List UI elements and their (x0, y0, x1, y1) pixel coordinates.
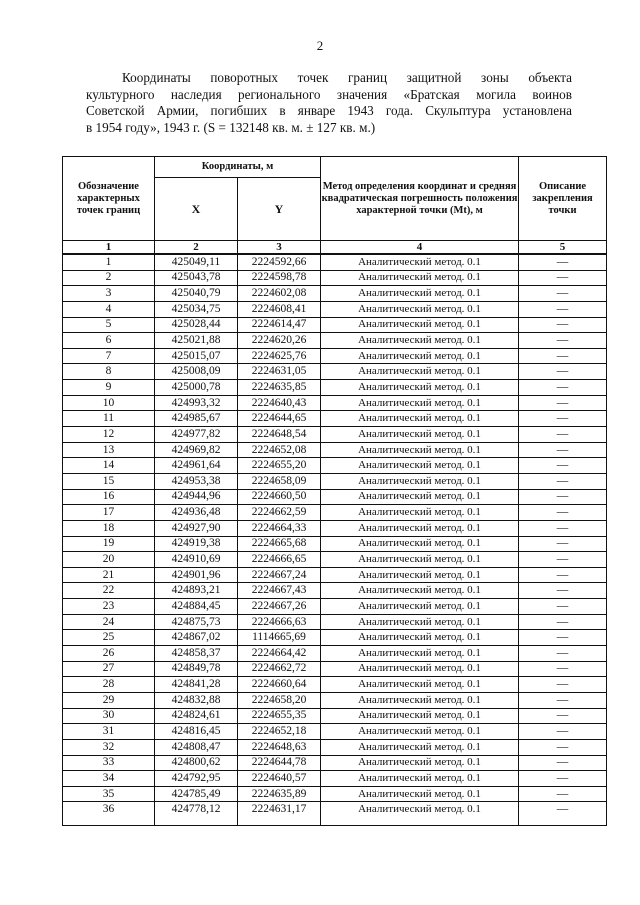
point-number-cell: 8 (63, 364, 155, 380)
table-row (63, 317, 607, 333)
table-row (63, 505, 607, 521)
table-row (63, 630, 607, 646)
point-number-cell: 22 (63, 583, 155, 599)
x-coordinate-cell: 424961,64 (155, 458, 238, 474)
point-number-cell: 25 (63, 630, 155, 646)
heading-line-2: культурного наследия регионального значения «Братская могила воинов (86, 86, 572, 102)
description-cell: — (519, 802, 607, 826)
method-cell: Аналитический метод. 0.1 (321, 442, 519, 458)
y-coordinate-cell: 2224658,20 (238, 692, 321, 708)
description-cell: — (519, 380, 607, 396)
table-row (63, 661, 607, 677)
y-coordinate-cell: 2224666,65 (238, 552, 321, 568)
y-coordinate-cell: 2224608,41 (238, 301, 321, 317)
x-coordinate-cell: 424849,78 (155, 661, 238, 677)
point-number-cell: 15 (63, 473, 155, 489)
x-coordinate-cell: 424977,82 (155, 427, 238, 443)
table-row (63, 520, 607, 536)
heading-line-1: Координаты поворотных точек границ защитной зоны объекта (122, 70, 572, 85)
point-number-cell: 6 (63, 333, 155, 349)
point-number-cell: 27 (63, 661, 155, 677)
method-cell: Аналитический метод. 0.1 (321, 567, 519, 583)
method-cell: Аналитический метод. 0.1 (321, 254, 519, 270)
x-coordinate-cell: 424832,88 (155, 692, 238, 708)
method-cell: Аналитический метод. 0.1 (321, 301, 519, 317)
table-row (63, 802, 607, 826)
x-coordinate-cell: 424867,02 (155, 630, 238, 646)
point-number-cell: 17 (63, 505, 155, 521)
method-cell: Аналитический метод. 0.1 (321, 333, 519, 349)
table-row (63, 552, 607, 568)
y-coordinate-cell: 2224635,85 (238, 380, 321, 396)
x-coordinate-cell: 425008,09 (155, 364, 238, 380)
x-coordinate-cell: 424893,21 (155, 583, 238, 599)
x-coordinate-cell: 425028,44 (155, 317, 238, 333)
table-row (63, 614, 607, 630)
y-coordinate-cell: 2224665,68 (238, 536, 321, 552)
table-row (63, 333, 607, 349)
point-number-cell: 1 (63, 254, 155, 270)
method-cell: Аналитический метод. 0.1 (321, 395, 519, 411)
method-cell: Аналитический метод. 0.1 (321, 270, 519, 286)
y-coordinate-cell: 2224667,43 (238, 583, 321, 599)
page-number: 2 (316, 38, 324, 53)
point-number-cell: 19 (63, 536, 155, 552)
y-coordinate-cell: 2224631,17 (238, 802, 321, 826)
description-cell: — (519, 427, 607, 443)
table-row (63, 724, 607, 740)
point-number-cell: 26 (63, 646, 155, 662)
point-number-cell: 33 (63, 755, 155, 771)
method-cell: Аналитический метод. 0.1 (321, 614, 519, 630)
table-row (63, 364, 607, 380)
point-number-cell: 4 (63, 301, 155, 317)
x-coordinate-cell: 424944,96 (155, 489, 238, 505)
y-coordinate-cell: 2224640,43 (238, 395, 321, 411)
table-row (63, 536, 607, 552)
description-cell: — (519, 567, 607, 583)
description-cell: — (519, 552, 607, 568)
point-number-cell: 14 (63, 458, 155, 474)
y-coordinate-cell: 2224655,35 (238, 708, 321, 724)
method-cell: Аналитический метод. 0.1 (321, 489, 519, 505)
y-coordinate-cell: 1114665,69 (238, 630, 321, 646)
method-cell: Аналитический метод. 0.1 (321, 411, 519, 427)
y-coordinate-cell: 2224664,33 (238, 520, 321, 536)
x-coordinate-cell: 425040,79 (155, 286, 238, 302)
description-cell: — (519, 646, 607, 662)
method-cell: Аналитический метод. 0.1 (321, 458, 519, 474)
point-number-cell: 13 (63, 442, 155, 458)
method-cell: Аналитический метод. 0.1 (321, 708, 519, 724)
method-cell: Аналитический метод. 0.1 (321, 427, 519, 443)
table-row (63, 301, 607, 317)
x-coordinate-cell: 424816,45 (155, 724, 238, 740)
column-number: 4 (321, 241, 519, 255)
point-number-cell: 23 (63, 599, 155, 615)
description-cell: — (519, 395, 607, 411)
table-row (63, 708, 607, 724)
table-row (63, 755, 607, 771)
method-cell: Аналитический метод. 0.1 (321, 536, 519, 552)
method-cell: Аналитический метод. 0.1 (321, 380, 519, 396)
table-row (63, 411, 607, 427)
method-cell: Аналитический метод. 0.1 (321, 364, 519, 380)
x-coordinate-cell: 424884,45 (155, 599, 238, 615)
x-coordinate-cell: 424969,82 (155, 442, 238, 458)
table-row (63, 567, 607, 583)
method-cell: Аналитический метод. 0.1 (321, 677, 519, 693)
table-body (63, 254, 607, 826)
y-coordinate-cell: 2224602,08 (238, 286, 321, 302)
y-coordinate-cell: 2224635,89 (238, 786, 321, 802)
point-number-cell: 5 (63, 317, 155, 333)
point-number-cell: 3 (63, 286, 155, 302)
method-cell: Аналитический метод. 0.1 (321, 552, 519, 568)
y-coordinate-cell: 2224640,57 (238, 771, 321, 787)
point-number-cell: 11 (63, 411, 155, 427)
table-row (63, 739, 607, 755)
y-coordinate-cell: 2224667,24 (238, 567, 321, 583)
table-row (63, 583, 607, 599)
header-y: Y (238, 178, 321, 241)
table-row (63, 270, 607, 286)
description-cell: — (519, 317, 607, 333)
description-cell: — (519, 786, 607, 802)
y-coordinate-cell: 2224620,26 (238, 333, 321, 349)
x-coordinate-cell: 424800,62 (155, 755, 238, 771)
x-coordinate-cell: 424792,95 (155, 771, 238, 787)
method-cell: Аналитический метод. 0.1 (321, 802, 519, 826)
y-coordinate-cell: 2224664,42 (238, 646, 321, 662)
method-cell: Аналитический метод. 0.1 (321, 724, 519, 740)
point-number-cell: 12 (63, 427, 155, 443)
description-cell: — (519, 739, 607, 755)
method-cell: Аналитический метод. 0.1 (321, 505, 519, 521)
y-coordinate-cell: 2224660,50 (238, 489, 321, 505)
method-cell: Аналитический метод. 0.1 (321, 286, 519, 302)
description-cell: — (519, 536, 607, 552)
coordinates-table (62, 156, 607, 826)
x-coordinate-cell: 424936,48 (155, 505, 238, 521)
table-row (63, 599, 607, 615)
y-coordinate-cell: 2224662,72 (238, 661, 321, 677)
x-coordinate-cell: 424953,38 (155, 473, 238, 489)
description-cell: — (519, 708, 607, 724)
column-number-row (63, 241, 607, 255)
x-coordinate-cell: 424785,49 (155, 786, 238, 802)
x-coordinate-cell: 425049,11 (155, 254, 238, 270)
x-coordinate-cell: 424985,67 (155, 411, 238, 427)
header-coordinates: Координаты, м (155, 157, 321, 178)
point-number-cell: 21 (63, 567, 155, 583)
y-coordinate-cell: 2224648,63 (238, 739, 321, 755)
header-designation: Обозначение характерных точек границ (63, 157, 155, 241)
point-number-cell: 35 (63, 786, 155, 802)
point-number-cell: 2 (63, 270, 155, 286)
x-coordinate-cell: 425034,75 (155, 301, 238, 317)
x-coordinate-cell: 425043,78 (155, 270, 238, 286)
header-x: X (155, 178, 238, 241)
table-row (63, 380, 607, 396)
y-coordinate-cell: 2224666,63 (238, 614, 321, 630)
y-coordinate-cell: 2224644,78 (238, 755, 321, 771)
table-row (63, 348, 607, 364)
y-coordinate-cell: 2224625,76 (238, 348, 321, 364)
point-number-cell: 7 (63, 348, 155, 364)
point-number-cell: 10 (63, 395, 155, 411)
header-method: Метод определения координат и средняя квадратическая погрешность положения характерной точки (Mt), м (321, 157, 519, 241)
x-coordinate-cell: 425021,88 (155, 333, 238, 349)
point-number-cell: 28 (63, 677, 155, 693)
description-cell: — (519, 458, 607, 474)
description-cell: — (519, 333, 607, 349)
point-number-cell: 36 (63, 802, 155, 826)
table-row (63, 458, 607, 474)
table-row (63, 677, 607, 693)
y-coordinate-cell: 2224598,78 (238, 270, 321, 286)
y-coordinate-cell: 2224652,08 (238, 442, 321, 458)
table-row (63, 442, 607, 458)
table-row (63, 786, 607, 802)
y-coordinate-cell: 2224655,20 (238, 458, 321, 474)
description-cell: — (519, 661, 607, 677)
method-cell: Аналитический метод. 0.1 (321, 348, 519, 364)
table-row (63, 771, 607, 787)
point-number-cell: 29 (63, 692, 155, 708)
table-row (63, 427, 607, 443)
x-coordinate-cell: 425000,78 (155, 380, 238, 396)
x-coordinate-cell: 424927,90 (155, 520, 238, 536)
method-cell: Аналитический метод. 0.1 (321, 473, 519, 489)
table-row (63, 692, 607, 708)
point-number-cell: 34 (63, 771, 155, 787)
description-cell: — (519, 301, 607, 317)
table-row (63, 254, 607, 270)
method-cell: Аналитический метод. 0.1 (321, 646, 519, 662)
x-coordinate-cell: 424824,61 (155, 708, 238, 724)
description-cell: — (519, 755, 607, 771)
description-cell: — (519, 473, 607, 489)
description-cell: — (519, 771, 607, 787)
y-coordinate-cell: 2224648,54 (238, 427, 321, 443)
x-coordinate-cell: 424778,12 (155, 802, 238, 826)
description-cell: — (519, 286, 607, 302)
table-row (63, 489, 607, 505)
description-cell: — (519, 270, 607, 286)
description-cell: — (519, 583, 607, 599)
heading-line-3: Советской Армии, погибших в январе 1943 года. Скульптура установлена (86, 103, 572, 118)
description-cell: — (519, 724, 607, 740)
description-cell: — (519, 489, 607, 505)
x-coordinate-cell: 424910,69 (155, 552, 238, 568)
y-coordinate-cell: 2224660,64 (238, 677, 321, 693)
point-number-cell: 16 (63, 489, 155, 505)
method-cell: Аналитический метод. 0.1 (321, 786, 519, 802)
y-coordinate-cell: 2224667,26 (238, 599, 321, 615)
y-coordinate-cell: 2224658,09 (238, 473, 321, 489)
description-cell: — (519, 630, 607, 646)
description-cell: — (519, 254, 607, 270)
column-number: 3 (238, 241, 321, 255)
method-cell: Аналитический метод. 0.1 (321, 317, 519, 333)
point-number-cell: 24 (63, 614, 155, 630)
column-number: 1 (63, 241, 155, 255)
description-cell: — (519, 692, 607, 708)
x-coordinate-cell: 425015,07 (155, 348, 238, 364)
method-cell: Аналитический метод. 0.1 (321, 661, 519, 677)
method-cell: Аналитический метод. 0.1 (321, 692, 519, 708)
method-cell: Аналитический метод. 0.1 (321, 520, 519, 536)
header-description: Описание закрепления точки (519, 157, 607, 241)
point-number-cell: 31 (63, 724, 155, 740)
y-coordinate-cell: 2224644,65 (238, 411, 321, 427)
table-row (63, 395, 607, 411)
y-coordinate-cell: 2224662,59 (238, 505, 321, 521)
description-cell: — (519, 364, 607, 380)
description-cell: — (519, 505, 607, 521)
method-cell: Аналитический метод. 0.1 (321, 755, 519, 771)
x-coordinate-cell: 424875,73 (155, 614, 238, 630)
description-cell: — (519, 614, 607, 630)
method-cell: Аналитический метод. 0.1 (321, 583, 519, 599)
y-coordinate-cell: 2224614,47 (238, 317, 321, 333)
x-coordinate-cell: 424841,28 (155, 677, 238, 693)
description-cell: — (519, 599, 607, 615)
point-number-cell: 30 (63, 708, 155, 724)
point-number-cell: 20 (63, 552, 155, 568)
point-number-cell: 9 (63, 380, 155, 396)
table-row (63, 473, 607, 489)
description-cell: — (519, 348, 607, 364)
description-cell: — (519, 411, 607, 427)
description-cell: — (519, 677, 607, 693)
y-coordinate-cell: 2224631,05 (238, 364, 321, 380)
method-cell: Аналитический метод. 0.1 (321, 630, 519, 646)
method-cell: Аналитический метод. 0.1 (321, 739, 519, 755)
point-number-cell: 18 (63, 520, 155, 536)
description-cell: — (519, 442, 607, 458)
x-coordinate-cell: 424919,38 (155, 536, 238, 552)
method-cell: Аналитический метод. 0.1 (321, 599, 519, 615)
column-number: 5 (519, 241, 607, 255)
method-cell: Аналитический метод. 0.1 (321, 771, 519, 787)
table-row (63, 646, 607, 662)
document-heading (86, 70, 572, 136)
description-cell: — (519, 520, 607, 536)
heading-line-4: в 1954 году», 1943 г. (S = 132148 кв. м. ± 127 кв. м.) (86, 119, 376, 135)
x-coordinate-cell: 424993,32 (155, 395, 238, 411)
y-coordinate-cell: 2224652,18 (238, 724, 321, 740)
column-number: 2 (155, 241, 238, 255)
point-number-cell: 32 (63, 739, 155, 755)
y-coordinate-cell: 2224592,66 (238, 254, 321, 270)
x-coordinate-cell: 424901,96 (155, 567, 238, 583)
x-coordinate-cell: 424858,37 (155, 646, 238, 662)
x-coordinate-cell: 424808,47 (155, 739, 238, 755)
table-row (63, 286, 607, 302)
